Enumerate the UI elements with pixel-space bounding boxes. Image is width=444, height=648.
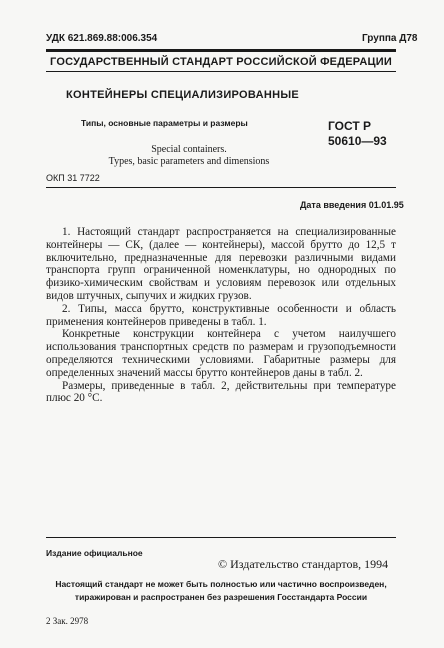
subtitle-english bbox=[44, 144, 334, 168]
notice-line1: Настоящий стандарт не может быть полностью или частично воспроизведен, bbox=[55, 579, 387, 589]
subtitle-russian: Типы, основные параметры и размеры bbox=[81, 118, 248, 128]
gost-number bbox=[328, 119, 387, 149]
paragraph: 2. Типы, масса брутто, конструктивные особенности и область применения контейнеров приведены в табл. 1. bbox=[46, 302, 396, 328]
gost-label: ГОСТ Р bbox=[328, 119, 372, 133]
paragraph: 1. Настоящий стандарт распространяется на специализированные контейнеры — СК, (далее — контейнеры), массой брутто до 12,5 т включительно, предназначенные для перевозки различными видами транспорта групп ограниченной номенклатуры, но однородных по физико-химическим свойствам и условиям перевозок или отдельных видов штучных, сыпучих и жидких грузов. bbox=[46, 226, 396, 302]
okp-code: ОКП 31 7722 bbox=[46, 173, 100, 183]
introduction-date: Дата введения 01.01.95 bbox=[300, 200, 404, 210]
paragraph: Конкретные конструкции контейнера с учетом наилучшего использования транспортных средств по размерам и грузоподъемности определяются техническими условиями. Габаритные размеры для определенных значений массы брутто контейнеров даны в табл. 2. bbox=[46, 328, 396, 379]
section-rule bbox=[46, 187, 396, 188]
header-rule-thick bbox=[46, 49, 396, 52]
header-rule-thin bbox=[46, 71, 396, 72]
footer-rule bbox=[46, 537, 396, 538]
order-number: 2 Зак. 2978 bbox=[46, 616, 89, 626]
reproduction-notice bbox=[46, 578, 396, 604]
edition-label: Издание официальное bbox=[46, 548, 143, 558]
copyright-line: © Издательство стандартов, 1994 bbox=[218, 557, 389, 571]
group-code: Группа Д78 bbox=[362, 33, 418, 44]
subtitle-english-line2: Types, basic parameters and dimensions bbox=[108, 156, 270, 167]
body-text bbox=[46, 226, 396, 405]
udk-code: УДК 621.869.88:006.354 bbox=[46, 33, 158, 44]
subtitle-english-line1: Special containers. bbox=[151, 144, 227, 155]
notice-line2: тиражирован и распространен без разрешения Госстандарта России bbox=[74, 592, 368, 602]
gost-code: 50610—93 bbox=[328, 134, 387, 148]
paragraph: Размеры, приведенные в табл. 2, действительны при температуре плюс 20 °С. bbox=[46, 379, 396, 405]
standard-name: ГОСУДАРСТВЕННЫЙ СТАНДАРТ РОССИЙСКОЙ ФЕДЕРАЦИИ bbox=[50, 56, 392, 68]
document-title: КОНТЕЙНЕРЫ СПЕЦИАЛИЗИРОВАННЫЕ bbox=[66, 89, 300, 101]
